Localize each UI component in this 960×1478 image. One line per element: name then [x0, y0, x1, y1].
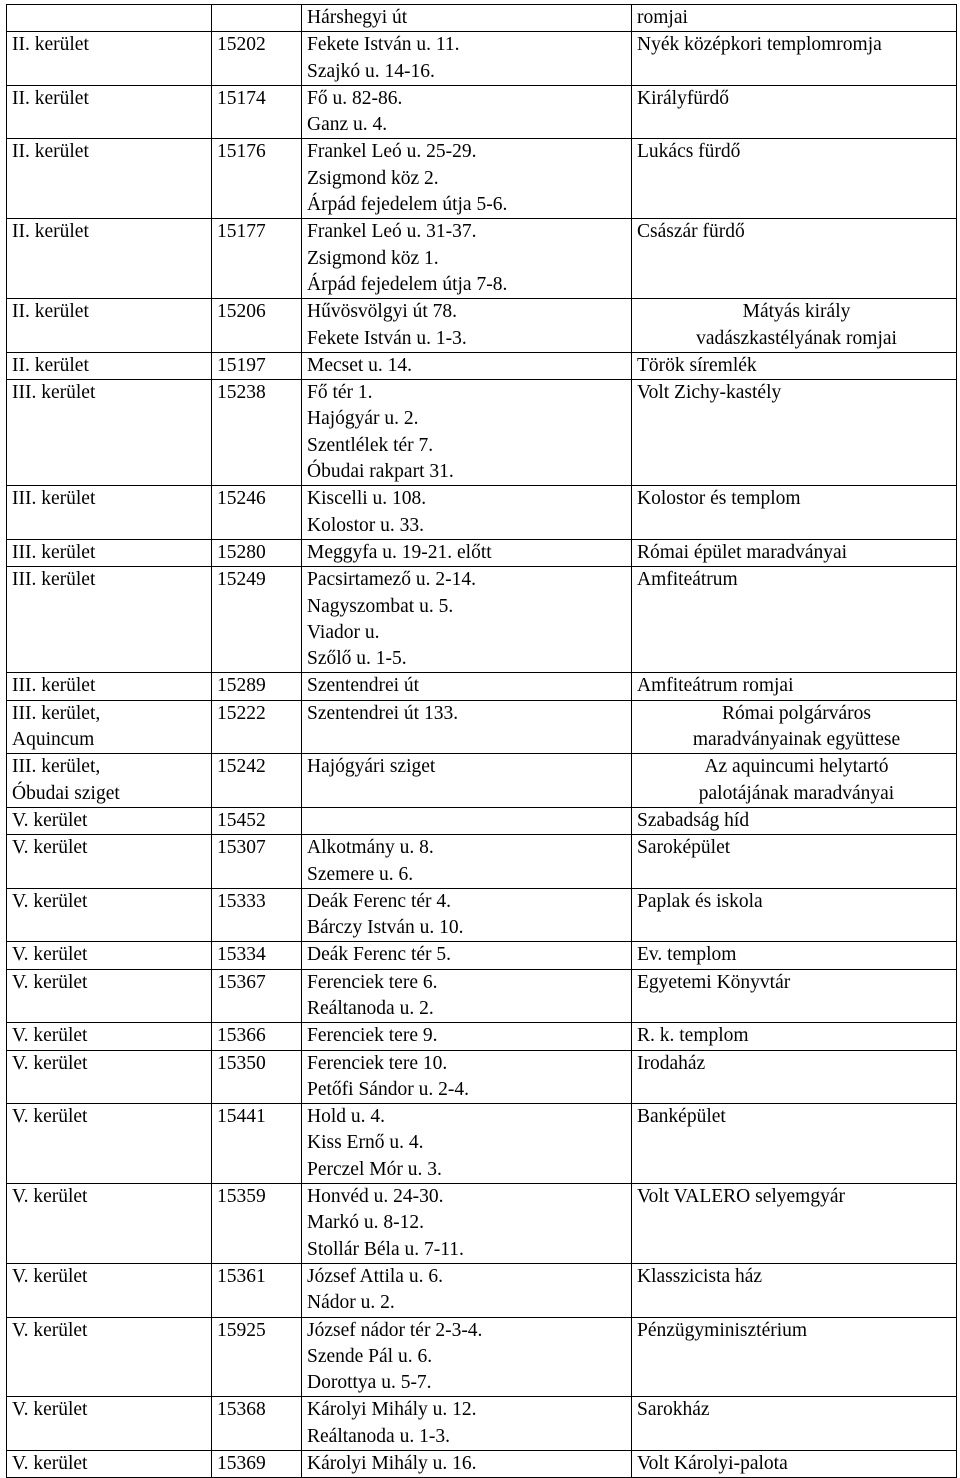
district-cell-line: V. kerület	[12, 1453, 88, 1475]
record-number-cell	[212, 139, 302, 219]
district-cell-line: V. kerület	[12, 1106, 88, 1128]
description-cell-line: Egyetemi Könyvtár	[637, 971, 791, 993]
record-number: 15369	[217, 1453, 266, 1475]
district-cell-line: II. kerület	[12, 141, 89, 163]
address-cell-line: Mecset u. 14.	[307, 354, 413, 376]
record-number: 15441	[217, 1106, 266, 1128]
address-cell-line: Szemere u. 6.	[307, 863, 414, 885]
address-cell-line: Pacsirtamező u. 2-14.	[307, 569, 476, 591]
record-number-cell	[212, 942, 302, 969]
district-cell-line: Óbudai sziget	[12, 782, 120, 804]
district-cell	[7, 1451, 212, 1478]
address-cell-line: Fő u. 82-86.	[307, 87, 403, 109]
record-number-cell	[212, 835, 302, 889]
record-number-cell	[212, 700, 302, 754]
address-cell	[302, 942, 632, 969]
address-cell	[302, 1104, 632, 1184]
address-cell-line: Bárczy István u. 10.	[307, 917, 464, 939]
address-cell-line: Károlyi Mihály u. 12.	[307, 1399, 477, 1421]
table-row	[7, 807, 957, 834]
description-cell	[632, 219, 957, 299]
address-cell-line: Stollár Béla u. 7-11.	[307, 1238, 464, 1260]
address-cell-line: Reáltanoda u. 1-3.	[307, 1425, 450, 1447]
address-cell	[302, 673, 632, 700]
address-cell	[302, 1184, 632, 1264]
description-cell	[632, 299, 957, 353]
district-cell	[7, 299, 212, 353]
description-cell	[632, 1184, 957, 1264]
description-cell-line: Nyék középkori templomromja	[637, 34, 882, 56]
record-number-cell	[212, 1023, 302, 1050]
description-cell-line: R. k. templom	[637, 1025, 749, 1047]
table-row	[7, 835, 957, 889]
address-cell-line: József nádor tér 2-3-4.	[307, 1319, 483, 1341]
address-cell	[302, 352, 632, 379]
district-cell	[7, 700, 212, 754]
record-number: 15366	[217, 1025, 266, 1047]
address-cell	[302, 380, 632, 486]
table-row	[7, 888, 957, 942]
record-number: 15176	[217, 141, 266, 163]
record-number: 15238	[217, 382, 266, 404]
table-row	[7, 486, 957, 540]
record-number: 15242	[217, 756, 266, 778]
address-cell-line: Markó u. 8-12.	[307, 1212, 424, 1234]
address-cell-line: Hajógyári sziget	[307, 756, 436, 778]
address-cell-line: Frankel Leó u. 25-29.	[307, 141, 477, 163]
address-cell	[302, 567, 632, 673]
address-cell-line: Deák Ferenc tér 5.	[307, 944, 452, 966]
table-row	[7, 219, 957, 299]
district-cell-line: III. kerület	[12, 488, 96, 510]
description-cell	[632, 352, 957, 379]
address-cell-line: Hold u. 4.	[307, 1106, 385, 1128]
record-number: 15359	[217, 1186, 266, 1208]
description-cell-line: Saroképület	[637, 837, 731, 859]
address-cell-line: Ganz u. 4.	[307, 114, 388, 136]
record-number-cell	[212, 673, 302, 700]
table-row	[7, 673, 957, 700]
table-row	[7, 539, 957, 566]
table-row	[7, 942, 957, 969]
address-cell-line: Ferenciek tere 9.	[307, 1025, 438, 1047]
district-cell	[7, 539, 212, 566]
address-cell-line: Hűvösvölgyi út 78.	[307, 301, 458, 323]
description-cell-line: Lukács fürdő	[637, 141, 741, 163]
record-number-cell	[212, 754, 302, 808]
address-cell	[302, 85, 632, 139]
address-cell-line: Ferenciek tere 6.	[307, 971, 438, 993]
district-cell-line: III. kerület	[12, 382, 96, 404]
address-cell	[302, 539, 632, 566]
description-cell	[632, 942, 957, 969]
address-cell-line: Fekete István u. 1-3.	[307, 327, 467, 349]
district-cell	[7, 1184, 212, 1264]
address-cell	[302, 1050, 632, 1104]
district-cell	[7, 1317, 212, 1397]
address-cell	[302, 700, 632, 754]
address-cell-line: Hajógyár u. 2.	[307, 408, 419, 430]
monuments-table	[6, 4, 957, 1478]
description-cell-line: Kolostor és templom	[637, 488, 801, 510]
district-cell	[7, 486, 212, 540]
address-cell-line: Frankel Leó u. 31-37.	[307, 221, 477, 243]
description-cell	[632, 1317, 957, 1397]
description-cell-line: Szabadság híd	[637, 809, 750, 831]
district-cell-line: III. kerület	[12, 675, 96, 697]
district-cell-line: II. kerület	[12, 221, 89, 243]
address-cell-line: Petőfi Sándor u. 2-4.	[307, 1078, 469, 1100]
monuments-table-body	[7, 5, 957, 1478]
record-number-cell	[212, 1104, 302, 1184]
table-row	[7, 139, 957, 219]
address-cell-line: Perczel Mór u. 3.	[307, 1158, 442, 1180]
description-cell	[632, 5, 957, 32]
description-cell	[632, 1263, 957, 1317]
address-cell-line: Nagyszombat u. 5.	[307, 595, 454, 617]
record-number-cell	[212, 352, 302, 379]
table-row	[7, 1104, 957, 1184]
district-cell-line: II. kerület	[12, 34, 89, 56]
description-cell	[632, 969, 957, 1023]
address-cell-line: Károlyi Mihály u. 16.	[307, 1453, 477, 1475]
description-cell-line: Banképület	[637, 1106, 726, 1128]
district-cell	[7, 219, 212, 299]
table-row	[7, 352, 957, 379]
record-number: 15177	[217, 221, 266, 243]
district-cell-line: III. kerület,	[12, 702, 101, 724]
address-cell-line: Árpád fejedelem útja 5-6.	[307, 194, 508, 216]
address-cell	[302, 5, 632, 32]
district-cell	[7, 352, 212, 379]
description-cell	[632, 700, 957, 754]
address-cell-line: Szentlélek tér 7.	[307, 434, 434, 456]
record-number-cell	[212, 486, 302, 540]
record-number: 15174	[217, 87, 266, 109]
description-cell-line: maradványainak együttese	[692, 729, 901, 751]
address-cell-line: Fekete István u. 11.	[307, 34, 460, 56]
description-cell-line: Volt VALERO selyemgyár	[637, 1186, 845, 1208]
address-cell	[302, 486, 632, 540]
record-number: 15333	[217, 890, 266, 912]
district-cell-line: II. kerület	[12, 354, 89, 376]
record-number-cell	[212, 380, 302, 486]
record-number-cell	[212, 567, 302, 673]
table-row	[7, 1451, 957, 1478]
address-cell-line: Kiscelli u. 108.	[307, 488, 427, 510]
description-cell	[632, 807, 957, 834]
table-row	[7, 5, 957, 32]
description-cell	[632, 32, 957, 86]
description-cell	[632, 139, 957, 219]
district-cell	[7, 754, 212, 808]
address-cell-line: Ferenciek tere 10.	[307, 1052, 448, 1074]
description-cell	[632, 754, 957, 808]
record-number: 15289	[217, 675, 266, 697]
table-row	[7, 754, 957, 808]
district-cell-line: V. kerület	[12, 1052, 88, 1074]
district-cell	[7, 1397, 212, 1451]
record-number-cell	[212, 1184, 302, 1264]
district-cell-line: II. kerület	[12, 87, 89, 109]
address-cell-line: Szajkó u. 14-16.	[307, 60, 435, 82]
district-cell-line: Aquincum	[12, 729, 95, 751]
address-cell-line: József Attila u. 6.	[307, 1265, 443, 1287]
record-number: 15280	[217, 541, 266, 563]
record-number: 15367	[217, 971, 266, 993]
district-cell	[7, 969, 212, 1023]
record-number-cell	[212, 1451, 302, 1478]
description-cell-line: Sarokház	[637, 1399, 710, 1421]
description-cell	[632, 1397, 957, 1451]
address-cell-line: Kolostor u. 33.	[307, 514, 424, 536]
district-cell	[7, 5, 212, 32]
table-row	[7, 1050, 957, 1104]
description-cell	[632, 486, 957, 540]
description-cell	[632, 835, 957, 889]
table-row	[7, 1317, 957, 1397]
district-cell-line: V. kerület	[12, 944, 88, 966]
record-number	[217, 5, 301, 31]
district-cell	[7, 1023, 212, 1050]
record-number: 15206	[217, 301, 266, 323]
record-number-cell	[212, 85, 302, 139]
address-cell-line: Hárshegyi út	[307, 7, 408, 28]
address-cell	[302, 1023, 632, 1050]
description-cell-line: Amfiteátrum romjai	[637, 675, 794, 697]
description-cell	[632, 380, 957, 486]
address-cell	[302, 888, 632, 942]
record-number-cell	[212, 807, 302, 834]
district-cell	[7, 380, 212, 486]
description-cell-line: Klasszicista ház	[637, 1265, 763, 1287]
table-row	[7, 32, 957, 86]
table-row	[7, 1023, 957, 1050]
address-cell-line: Szentendrei út 133.	[307, 702, 459, 724]
description-cell-line: Római épület maradványai	[637, 541, 848, 563]
description-cell	[632, 85, 957, 139]
district-cell	[7, 835, 212, 889]
record-number: 15361	[217, 1265, 266, 1287]
table-row	[7, 299, 957, 353]
district-cell-line: V. kerület	[12, 1186, 88, 1208]
description-cell-line: Volt Zichy-kastély	[637, 382, 782, 404]
district-cell-line: V. kerület	[12, 1399, 88, 1421]
description-cell-line: Az aquincumi helytartó	[704, 756, 889, 778]
record-number-cell	[212, 1263, 302, 1317]
record-number: 15202	[217, 34, 266, 56]
address-cell-line: Honvéd u. 24-30.	[307, 1186, 444, 1208]
district-cell-line: II. kerület	[12, 301, 89, 323]
address-cell	[302, 835, 632, 889]
district-cell-line: V. kerület	[12, 1265, 88, 1287]
description-cell	[632, 1451, 957, 1478]
record-number: 15452	[217, 809, 266, 831]
description-cell-line: Paplak és iskola	[637, 890, 763, 912]
address-cell-line: Árpád fejedelem útja 7-8.	[307, 273, 508, 295]
record-number: 15925	[217, 1319, 266, 1341]
address-cell	[302, 969, 632, 1023]
district-cell	[7, 85, 212, 139]
district-cell-line: V. kerület	[12, 809, 88, 831]
district-cell-line: V. kerület	[12, 890, 88, 912]
district-cell-line: III. kerület	[12, 541, 96, 563]
table-row	[7, 1263, 957, 1317]
description-cell	[632, 539, 957, 566]
address-cell-line: Deák Ferenc tér 4.	[307, 890, 452, 912]
record-number: 15307	[217, 837, 266, 859]
record-number-cell	[212, 888, 302, 942]
address-cell-line: Fő tér 1.	[307, 382, 373, 404]
record-number-cell	[212, 539, 302, 566]
address-cell-line: Zsigmond köz 1.	[307, 247, 439, 269]
record-number: 15246	[217, 488, 266, 510]
description-cell	[632, 567, 957, 673]
district-cell-line: III. kerület,	[12, 756, 101, 778]
description-cell-line: Császár fürdő	[637, 221, 745, 243]
record-number-cell	[212, 1317, 302, 1397]
description-cell-line: vadászkastélyának romjai	[696, 327, 897, 349]
description-cell-line: Római polgárváros	[722, 702, 871, 724]
description-cell	[632, 1050, 957, 1104]
address-cell-line: Zsigmond köz 2.	[307, 167, 439, 189]
description-cell-line: Amfiteátrum	[637, 569, 738, 591]
address-cell	[302, 219, 632, 299]
description-cell-line: Királyfürdő	[637, 87, 730, 109]
table-row	[7, 567, 957, 673]
record-number-cell	[212, 299, 302, 353]
table-row	[7, 1184, 957, 1264]
description-cell-line: romjai	[637, 7, 688, 28]
address-cell-line: Kiss Ernő u. 4.	[307, 1132, 424, 1154]
description-cell	[632, 1104, 957, 1184]
district-cell	[7, 942, 212, 969]
table-row	[7, 85, 957, 139]
record-number-cell	[212, 5, 302, 32]
description-cell-line: palotájának maradványai	[698, 782, 895, 804]
district-cell	[7, 1263, 212, 1317]
address-cell-line: Óbudai rakpart 31.	[307, 461, 454, 483]
district-cell	[7, 807, 212, 834]
address-cell-line: Szőlő u. 1-5.	[307, 648, 407, 670]
district-cell-line: V. kerület	[12, 1319, 88, 1341]
address-cell	[302, 1451, 632, 1478]
address-cell-line: Alkotmány u. 8.	[307, 837, 434, 859]
address-cell	[302, 807, 632, 834]
address-cell	[302, 139, 632, 219]
record-number-cell	[212, 219, 302, 299]
district-cell	[7, 673, 212, 700]
description-cell-line: Pénzügyminisztérium	[637, 1319, 808, 1341]
address-cell-line: Nádor u. 2.	[307, 1292, 395, 1314]
district-cell	[7, 888, 212, 942]
record-number-cell	[212, 32, 302, 86]
record-number: 15249	[217, 569, 266, 591]
record-number: 15350	[217, 1052, 266, 1074]
description-cell-line: Török síremlék	[637, 354, 757, 376]
district-cell	[7, 567, 212, 673]
address-cell	[302, 1263, 632, 1317]
address-cell	[302, 299, 632, 353]
description-cell	[632, 1023, 957, 1050]
address-cell-line: Szende Pál u. 6.	[307, 1345, 433, 1367]
record-number: 15368	[217, 1399, 266, 1421]
table-row	[7, 969, 957, 1023]
district-cell-line	[12, 5, 211, 31]
district-cell	[7, 1104, 212, 1184]
address-cell	[302, 32, 632, 86]
record-number: 15197	[217, 354, 266, 376]
district-cell-line: V. kerület	[12, 837, 88, 859]
description-cell-line: Volt Károlyi-palota	[637, 1453, 788, 1475]
description-cell-line: Mátyás király	[742, 301, 851, 323]
table-row	[7, 700, 957, 754]
district-cell-line: V. kerület	[12, 1025, 88, 1047]
record-number: 15222	[217, 702, 266, 724]
address-cell-line: Meggyfa u. 19-21. előtt	[307, 541, 492, 563]
district-cell	[7, 1050, 212, 1104]
record-number: 15334	[217, 944, 266, 966]
address-cell	[302, 1317, 632, 1397]
address-cell	[302, 1397, 632, 1451]
address-cell-line: Szentendrei út	[307, 675, 420, 697]
table-row	[7, 1397, 957, 1451]
description-cell-line: Ev. templom	[637, 944, 737, 966]
record-number-cell	[212, 1397, 302, 1451]
table-row	[7, 380, 957, 486]
address-cell-line	[307, 808, 631, 834]
address-cell-line: Reáltanoda u. 2.	[307, 997, 434, 1019]
record-number-cell	[212, 969, 302, 1023]
description-cell	[632, 888, 957, 942]
district-cell-line: III. kerület	[12, 569, 96, 591]
district-cell	[7, 32, 212, 86]
district-cell	[7, 139, 212, 219]
address-cell	[302, 754, 632, 808]
district-cell-line: V. kerület	[12, 971, 88, 993]
address-cell-line: Dorottya u. 5-7.	[307, 1372, 432, 1394]
description-cell-line: Irodaház	[637, 1052, 706, 1074]
address-cell-line: Viador u.	[307, 621, 380, 643]
record-number-cell	[212, 1050, 302, 1104]
description-cell	[632, 673, 957, 700]
